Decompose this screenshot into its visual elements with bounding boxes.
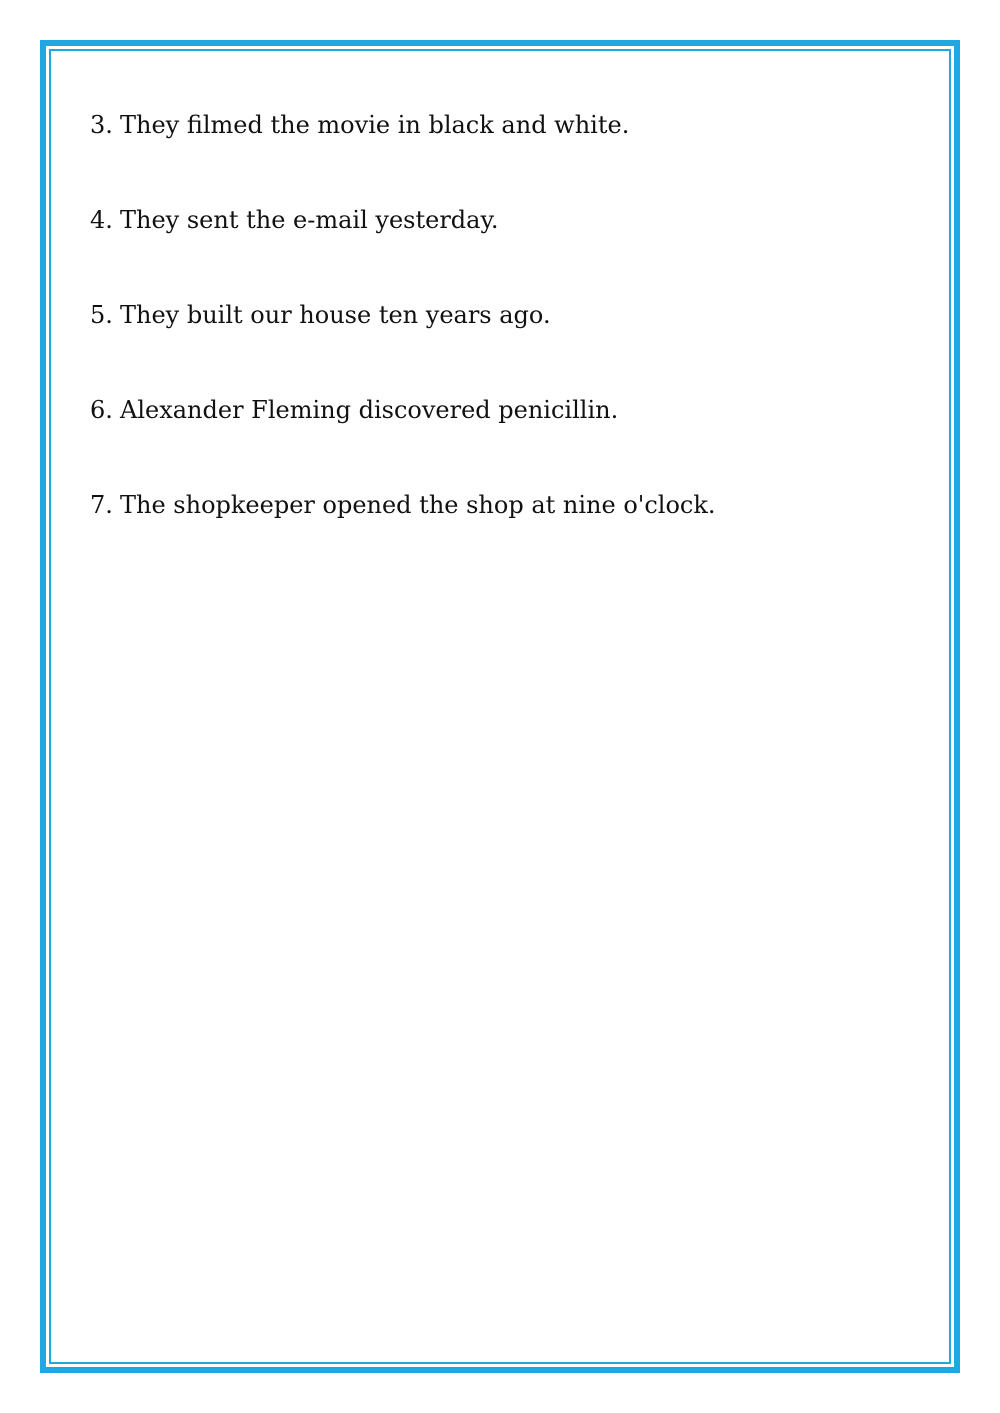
sentence-item [90,298,716,393]
sentence-item [90,108,716,203]
sentence-number: 4. [90,206,113,234]
sentence-text: The shopkeeper opened the shop at nine o'clock. [120,491,716,519]
sentence-number: 7. [90,491,113,519]
sentence-number: 3. [90,111,113,139]
sentence-item [90,488,716,583]
sentence-text: They sent the e-mail yesterday. [120,206,499,234]
sentence-item [90,203,716,298]
sentence-list [90,108,716,583]
sentence-number: 5. [90,301,113,329]
sentence-text: Alexander Fleming discovered penicillin. [120,396,619,424]
sentence-number: 6. [90,396,113,424]
sentence-text: They filmed the movie in black and white. [120,111,630,139]
sentence-text: They built our house ten years ago. [120,301,551,329]
sentence-item [90,393,716,488]
